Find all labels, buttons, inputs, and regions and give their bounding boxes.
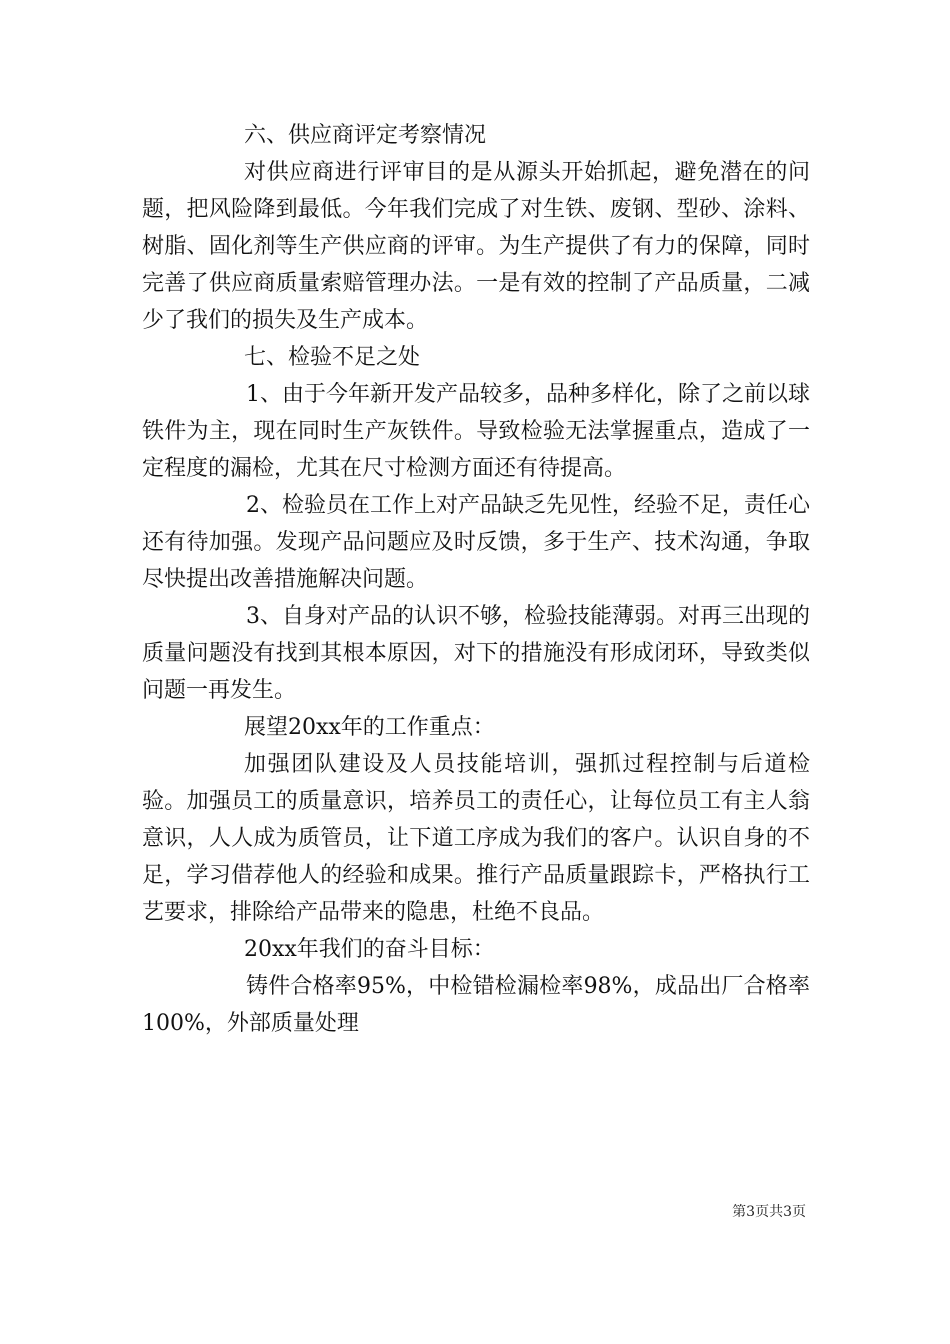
section-heading-work-focus: 展望20xx年的工作重点： (244, 715, 495, 740)
paragraph-shortcoming-1: 1、由于今年新开发产品较多，品种多样化，除了之前以球铁件为主，现在同时生产灰铁件。导致检验无法掌握重点，造成了一定程度的漏检，尤其在尺寸检测方面还有待提高。 (142, 382, 810, 481)
section-heading-inspection-shortcomings: 七、检验不足之处 (244, 345, 421, 370)
paragraph-shortcoming-3: 3、自身对产品的认识不够，检验技能薄弱。对再三出现的质量问题没有找到其根本原因，对下的措施没有形成闭环，导致类似问题一再发生。 (142, 604, 810, 703)
paragraph-shortcoming-2: 2、检验员在工作上对产品缺乏先见性，经验不足，责任心还有待加强。发现产品问题应及时反馈，多于生产、技术沟通，争取尽快提出改善措施解决问题。 (142, 493, 810, 592)
paragraph-goals: 铸件合格率95%，中检错检漏检率98%，成品出厂合格率100%，外部质量处理 (142, 974, 810, 1036)
section-heading-supplier-evaluation: 六、供应商评定考察情况 (244, 123, 487, 148)
paragraph-supplier-evaluation: 对供应商进行评审目的是从源头开始抓起，避免潜在的问题，把风险降到最低。今年我们完成了对生铁、废钢、型砂、涂料、树脂、固化剂等生产供应商的评审。为生产提供了有力的保障，同时完善了供应商质量索赔管理办法。一是有效的控制了产品质量，二减少了我们的损失及生产成本。 (142, 160, 810, 333)
document-body (142, 117, 810, 1042)
section-heading-goals: 20xx年我们的奋斗目标： (244, 937, 495, 962)
paragraph-work-focus: 加强团队建设及人员技能培训，强抓过程控制与后道检验。加强员工的质量意识，培养员工的责任心，让每位员工有主人翁意识，人人成为质管员，让下道工序成为我们的客户。认识自身的不足，学习借荐他人的经验和成果。推行产品质量跟踪卡，严格执行工艺要求，排除给产品带来的隐患，杜绝不良品。 (142, 752, 810, 925)
page-footer: 第3页共3页 (732, 1204, 806, 1220)
